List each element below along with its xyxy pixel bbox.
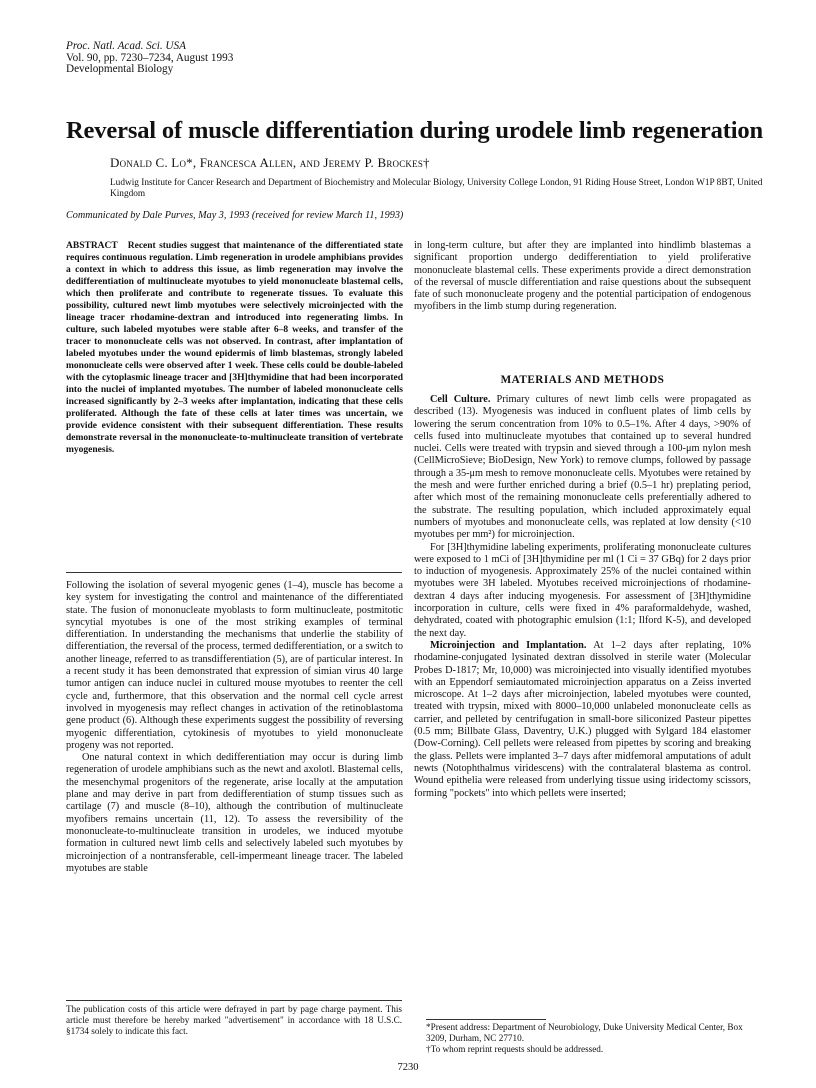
intro-continued-text: in long-term culture, but after they are implanted into hindlimb blastemas a significant proportion undergo dedifferentiation to yield proliferative mononucleate blastemal cells. These experiments provide a direct demonstration of the reversal of muscle differentiation and raise questions about the subsequent fate of such mononucleate progeny and the potential participation of endogenous myofibers in the limb stump during regeneration. xyxy=(414,240,751,313)
affiliation: Ludwig Institute for Cancer Research and Department of Biochemistry and Molecular Biology, University College London, 91 Riding House Street, London W1P 8BT, United Kingdom xyxy=(110,178,763,199)
cell-culture-paragraph xyxy=(414,394,751,542)
abstract-label: ABSTRACT xyxy=(66,241,118,251)
microinjection-text: At 1–2 days after replating, 10% rhodamine-conjugated lysinated dextran dissolved in sterile water (Molecular Probes D-1817; Mr, 10,000) was microinjected into visually identified myotubes with an Eppendorf semiautomated microinjection apparatus on a Zeiss inverted microscope. At 1–2 days after microinjection, labeled myotubes were counted, treated with trypsin, mixed with 8000–10,000 unlabeled mononucleate cells as carrier, and pelleted by centrifugation in small-bore siliconized Pasteur pipettes (0.5 mm; Billbate Glass, Daventry, U.K.) plugged with Sylgard 184 elastomer (Dow-Corning). Cell pellets were released from pipettes by scoring and breaking the glass. Pellets were implanted 3–7 days after midfemoral amputations of adult newts (Notophthalmus viridescens) with the contralateral blastema as control. Wound epithelia were released from underlying tissue using iridectomy scissors, forming "pockets" into which pellets were inserted; xyxy=(414,639,751,799)
journal-header xyxy=(66,41,233,76)
cell-culture-head: Cell Culture. xyxy=(430,394,491,405)
intro-paragraph-2: One natural context in which dedifferentiation may occur is during limb regeneration of urodele amphibians such as the newt and axolotl. Blastemal cells, the mesenchymal progenitors of the regenerate, arise locally at the amputation plane and may derive in part from dedifferentiation of stump tissues such as cartilage (7) and muscle (8–10), although the contribution of multinucleate myofibers remains uncertain (11, 12). To assess the reversibility of the mononucleate-to-multinucleate transition in urodeles, we induced myotube formation in cultured newt limb cells and selectively labeled such myotubes by microinjection of a nontransferable, cell-impermeant lineage tracer. The labeled myotubes are stable xyxy=(66,752,403,874)
communicated-line: Communicated by Dale Purves, May 3, 1993 (received for review March 11, 1993) xyxy=(66,210,404,221)
intro-continued xyxy=(414,240,751,314)
microinjection-paragraph xyxy=(414,640,751,800)
publication-cost-note: The publication costs of this article were defrayed in part by page charge payment. This article must therefore be hereby marked "advertisement" in accordance with 18 U.S.C. §1734 solely to indicate this fact. xyxy=(66,1004,402,1036)
section-name: Developmental Biology xyxy=(66,63,174,75)
abstract xyxy=(66,240,403,456)
journal-name: Proc. Natl. Acad. Sci. USA xyxy=(66,40,186,52)
present-address-note: *Present address: Department of Neurobiology, Duke University Medical Center, Box 3209, Durham, NC 27710. xyxy=(426,1022,743,1043)
methods-column xyxy=(414,394,751,800)
methods-heading: MATERIALS AND METHODS xyxy=(500,374,665,386)
reprint-note: †To whom reprint requests should be addressed. xyxy=(426,1044,604,1054)
cell-culture-text: Primary cultures of newt limb cells were propagated as described (13). Myogenesis was induced in confluent plates of limb cells by lowering the serum concentration from 10% to 0.5–1%. After 4 days, >90% of cells fused into multinucleate myotubes that contained up to several hundred nuclei. Cells were treated with trypsin and sieved through a 100-μm nylon mesh (CellMicroSieve; BioDesign, New York) to remove clumps, followed by passage through a 35-μm mesh to remove mononucleate cells. Myotubes were retained by the mesh and were further enriched during a brief (0.5–1 hr) preplating period, after which most of the remaining mononucleate cells preferentially adhered to the substrate. The resulting population, which included approximately equal numbers of myotubes and mononucleate cells, was replated at low density (<10 myotubes per mm²) for microinjection. xyxy=(414,394,751,541)
thymidine-paragraph: For [3H]thymidine labeling experiments, proliferating mononucleate cultures were exposed to 1 mCi of [3H]thymidine per ml (1 Ci = 37 GBq) for 2 days prior to induction of myogenesis. Approximately 25% of the nuclei contained within myotubes were 3H labeled. Myotubes received microinjections of rhodamine-dextran 4 days after inducing myogenesis. For assessment of [3H]thymidine incorporation in culture, cells were fixed in 4% paraformaldehyde, washed, dehydrated, coated with photographic emulsion (1:1; Ilford K-5), and developed the next day. xyxy=(414,541,751,639)
abstract-text: Recent studies suggest that maintenance of the differentiated state requires continuous regulation. Limb regeneration in urodele amphibians provides a context in which to address this issue, as limb regeneration may involve the dedifferentiation of multinucleate myotubes to yield mononucleate blastemal cells, which then proliferate and contribute to regenerate tissues. To evaluate this possibility, cultured newt limb myotubes were selectively microinjected with the lineage tracer rhodamine-dextran and introduced into regenerating limbs. In culture, such labeled myotubes were stable after 6–8 weeks, and transfer of the tracer to mononucleate cells was not observed. In contrast, after implantation of labeled myotubes under the wound epidermis of limb blastemas, strongly labeled mononucleate cells were observed after 1 week. These cells could be double-labeled with the cytoplasmic lineage tracer and [3H]thymidine that had been incorporated into the nuclei of implanted myotubes. The number of labeled mononucleate cells increased significantly by 2–3 weeks after implantation, indicating that these cells proliferated. Although the fate of these cells at later times was uncertain, we provide evidence consistent with their subsequent differentiation. These results demonstrate reversal in the mononucleate-to-multinucleate transition of vertebrate myogenesis. xyxy=(66,241,403,455)
footnote-divider-left xyxy=(66,1000,402,1001)
abstract-divider xyxy=(66,572,402,573)
intro-paragraph-1: Following the isolation of several myogenic genes (1–4), muscle has become a key system for investigating the control and maintenance of the differentiated state. The fusion of mononucleate myoblasts to form multinucleate, postmitotic syncytial myotubes is one of the most striking examples of terminal differentiation. In understanding the mechanisms that underlie the stability of differentiation, the reversal of the process, termed dedifferentiation, or a switch to another lineage, referred to as transdifferentiation (5), are of particular interest. In a recent study it has been demonstrated that expression of simian virus 40 large tumor antigen can induce nuclei in cultured mouse myotubes to reenter the cell cycle and, furthermore, that this observation and the normal cell cycle arrest involved in myogenesis may reflect changes in activation of the retinoblastoma gene product (6). Although these experiments suggest the possibility of reversing myogenic differentiation, cytokinesis of myotubes to yield mononucleate progeny was not reported. xyxy=(66,580,404,751)
article-title: Reversal of muscle differentiation during urodele limb regeneration xyxy=(66,117,763,144)
author-list: Donald C. Lo*, Francesca Allen, and Jeremy P. Brockes† xyxy=(110,155,430,170)
page-number: 7230 xyxy=(397,1062,419,1073)
volume-info: Vol. 90, pp. 7230–7234, August 1993 xyxy=(66,51,234,64)
author-notes xyxy=(426,1022,756,1055)
microinjection-head: Microinjection and Implantation. xyxy=(430,639,587,651)
introduction-column xyxy=(66,580,403,875)
footnote-divider-right xyxy=(426,1019,546,1020)
